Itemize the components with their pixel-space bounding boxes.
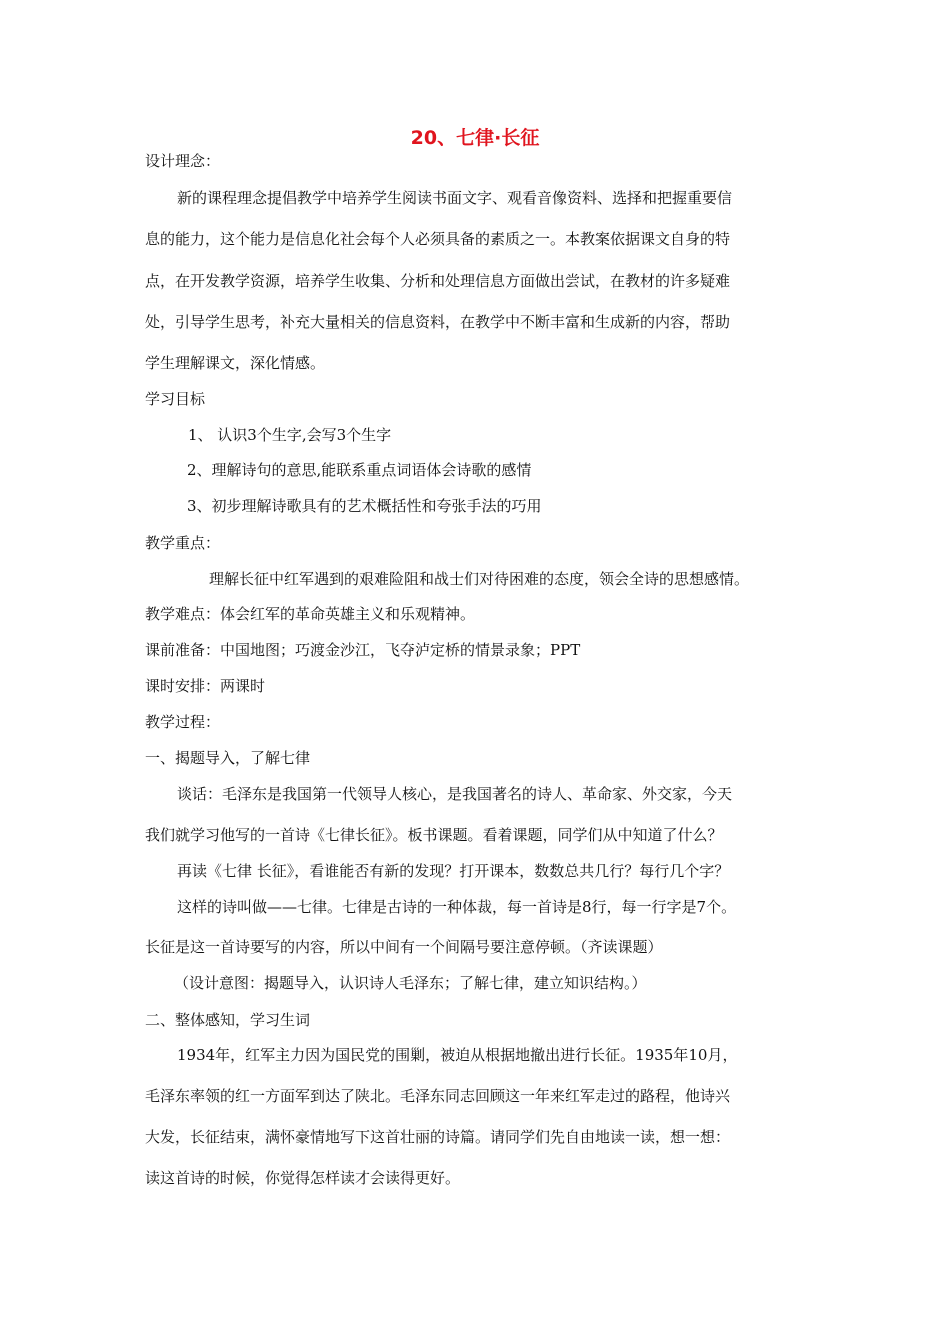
design-concept-heading: 设计理念：: [145, 152, 221, 170]
design-intent-note: （设计意图：揭题导入，认识诗人毛泽东；了解七律，建立知识结构。）: [174, 974, 647, 992]
part2-line: 大发，长征结束，满怀豪情地写下这首壮丽的诗篇。请同学们先自由地读一读，想一想：: [145, 1128, 731, 1146]
part2-line: 读这首诗的时候，你觉得怎样读才会读得更好。: [145, 1169, 461, 1187]
learning-goal-item: 3、初步理解诗歌具有的艺术概括性和夸张手法的巧用: [187, 497, 542, 515]
part1-line: 这样的诗叫做——七律。七律是古诗的一种体裁，每一首诗是8行，每一行字是7个。: [177, 898, 737, 916]
design-concept-line: 处，引导学生思考，补充大量相关的信息资料，在教学中不断丰富和生成新的内容，帮助: [145, 313, 731, 331]
part1-line: 谈话：毛泽东是我国第一代领导人核心，是我国著名的诗人、革命家、外交家，今天: [177, 785, 733, 803]
part1-line: 长征是这一首诗要写的内容，所以中间有一个间隔号要注意停顿。（齐读课题）: [145, 938, 663, 956]
schedule-text: 课时安排：两课时: [145, 677, 266, 695]
design-concept-line: 新的课程理念提倡教学中培养学生阅读书面文字、观看音像资料、选择和把握重要信: [177, 189, 733, 207]
part2-line: 1934年，红军主力因为国民党的围剿，被迫从根据地撤出进行长征。1935年10月，: [177, 1046, 738, 1064]
part2-heading: 二、整体感知，学习生词: [145, 1011, 311, 1029]
design-concept-line: 息的能力，这个能力是信息化社会每个人必须具备的素质之一。本教案依据课文自身的特: [145, 230, 731, 248]
process-heading: 教学过程：: [145, 713, 221, 731]
part1-line: 再读《七律 长征》，看谁能否有新的发现？打开课本，数数总共几行？每行几个字？: [177, 862, 730, 880]
preparation-text: 课前准备：中国地图；巧渡金沙江，飞夺泸定桥的情景录象；PPT: [145, 641, 581, 659]
design-concept-line: 学生理解课文，深化情感。: [145, 354, 326, 372]
learning-goals-heading: 学习目标: [145, 390, 206, 408]
part2-line: 毛泽东率领的红一方面军到达了陕北。毛泽东同志回顾这一年来红军走过的路程，他诗兴: [145, 1087, 731, 1105]
key-points-text: 理解长征中红军遇到的艰难险阻和战士们对待困难的态度，领会全诗的思想感情。: [209, 570, 750, 588]
part1-heading: 一、揭题导入，了解七律: [145, 749, 311, 767]
design-concept-line: 点，在开发教学资源，培养学生收集、分析和处理信息方面做出尝试，在教材的许多疑难: [145, 272, 731, 290]
part1-line: 我们就学习他写的一首诗《七律长征》。板书课题。看着课题，同学们从中知道了什么？: [145, 826, 723, 844]
key-points-heading: 教学重点：: [145, 534, 221, 552]
learning-goal-item: 2、理解诗句的意思,能联系重点词语体会诗歌的感情: [187, 461, 532, 479]
learning-goal-item: 1、 认识3个生字,会写3个生字: [188, 426, 392, 444]
document-title: 20、七律·长征: [410, 127, 540, 149]
difficulty-text: 教学难点：体会红军的革命英雄主义和乐观精神。: [145, 605, 476, 623]
